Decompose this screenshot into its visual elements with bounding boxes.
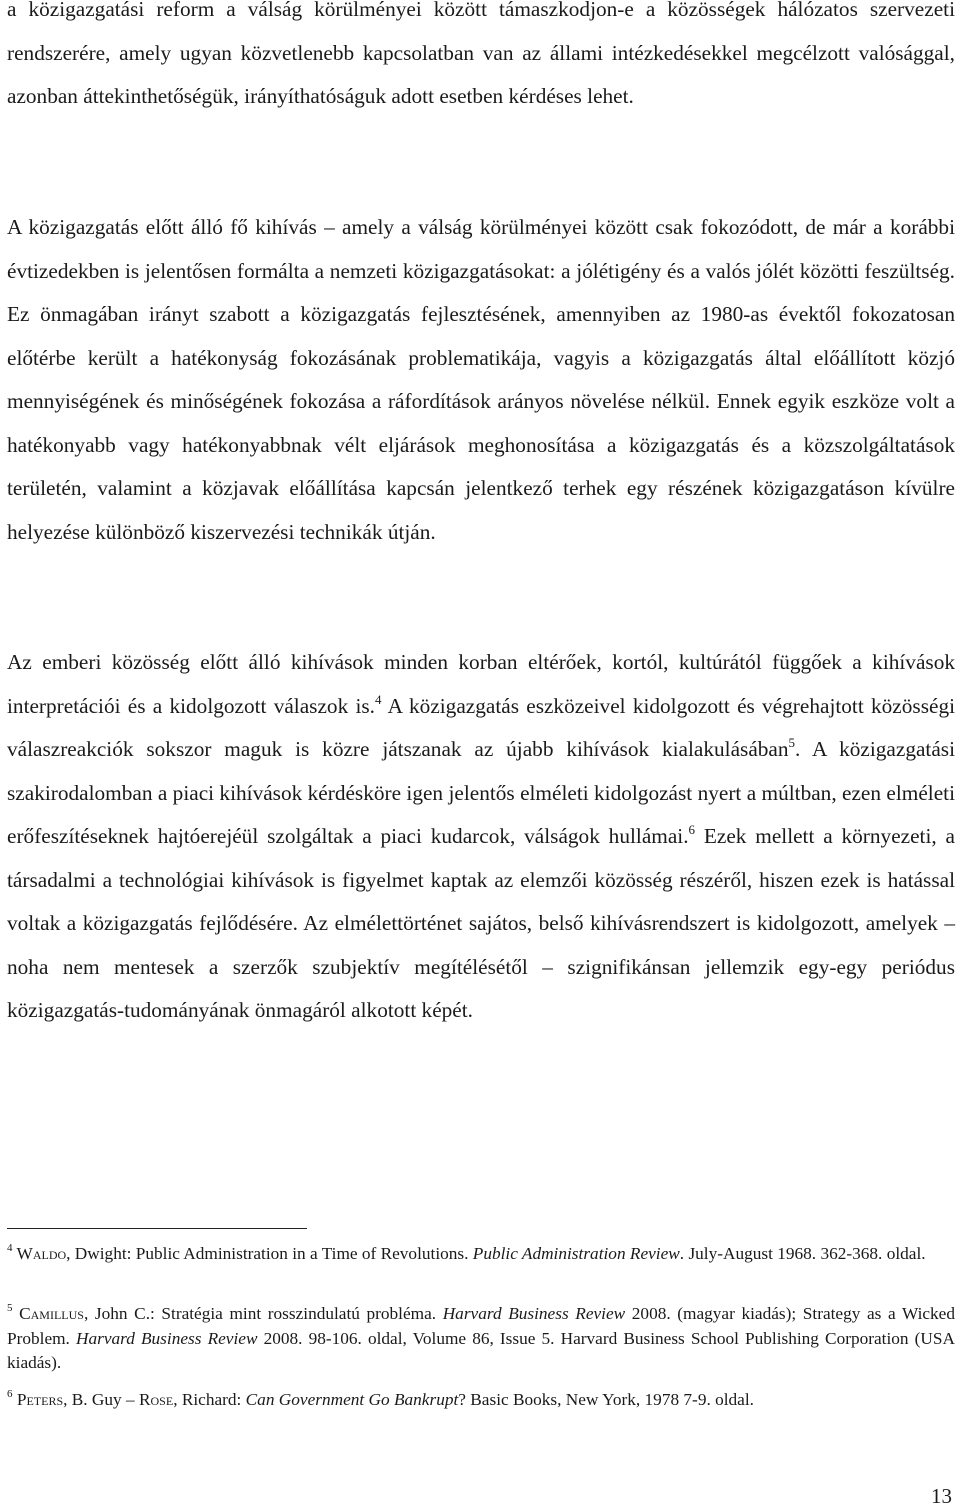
footnote-number: 6 bbox=[7, 1388, 13, 1400]
paragraph-2 bbox=[7, 206, 955, 554]
paragraph-text: . A közigazgatási szakirodalomban a piaci kihívások kérdésköre igen jelentős elméleti kidolgozást nyert a múltban, ezen elméleti erőfeszítéseknek hajtóerejéül szolgáltak a piaci kudarcok, válságok hullámai. bbox=[7, 737, 956, 848]
footnote-author-name: aldo bbox=[32, 1244, 67, 1263]
footnote-author-name: eters bbox=[26, 1390, 64, 1409]
footnote-text: . July-August 1968. 362-368. oldal. bbox=[679, 1244, 926, 1263]
footnote-4 bbox=[7, 1242, 955, 1267]
paragraph-1 bbox=[7, 0, 955, 119]
footnote-text: P bbox=[16, 1390, 27, 1409]
footnote-reference: 4 bbox=[375, 691, 382, 707]
paragraph-text: A közigazgatás előtt álló fő kihívás – amely a válság körülményei között csak fokozódott, de már a korábbi évtizedekben is jelentősen formálta a nemzeti közigazgatásokat: a jólétigény és a valós jólét közötti feszültség. Ez önmagában irányt szabott a közigazgatás fejlesztésének, amennyiben az 1980-as évektől fokozatosan előtérbe került a hatékonyság fokozásának problematikája, vagyis a közigazgatás által előállított közjó mennyiségének és minőségének fokozása a ráfordítások arányos növelése nélkül. Ennek egyik eszköze volt a hatékonyabb vagy hatékonyabbnak vélt eljárások meghonosítása a közigazgatás és a közszolgáltatások területén, valamint a közjavak előállítása kapcsán jelentkező terhek egy részének közigazgatáson kívülre helyezése különböző kiszervezési technikák útján. bbox=[7, 215, 955, 544]
footnote-text: , Richard: bbox=[173, 1390, 246, 1409]
paragraph-text: Az emberi közösség előtt álló kihívások minden korban eltérőek, kortól, kultúrától függőek a kihívások interpretációi és a kidolgozott válaszok is. bbox=[7, 650, 955, 718]
footnote-reference: 6 bbox=[688, 822, 696, 837]
paragraph-text: a közigazgatási reform a válság körülményei között támaszkodjon-e a közösségek hálózatos szervezeti rendszerére, amely ugyan közvetlenebb kapcsolatban van az állami intézkedésekkel megcélzott valósággal, azonban áttekinthetőségük, irányíthatóságuk adott esetben kérdéses lehet. bbox=[7, 0, 955, 108]
footnote-6 bbox=[7, 1388, 955, 1413]
footnote-text: C bbox=[19, 1304, 31, 1323]
footnote-text: ? Basic Books, New York, 1978 7-9. oldal. bbox=[458, 1390, 754, 1409]
footnote-text: 2008. 98-106. oldal, Volume 86, Issue 5. Harvard Business School Publishing Corporation (USA kiadás). bbox=[7, 1328, 956, 1372]
footnote-source-title: Public Administration Review bbox=[472, 1244, 680, 1263]
footnote-text: W bbox=[16, 1244, 33, 1263]
paragraph-text: A közigazgatás eszközeivel kidolgozott és végrehajtott közösségi válaszreakciók sokszor maguk is közre játszanak az újabb kihívások kialakulásában bbox=[7, 693, 956, 761]
footnote-source-title: Harvard Business Review bbox=[442, 1304, 626, 1323]
footnote-source-title: Harvard Business Review bbox=[76, 1328, 258, 1348]
footnote-source-title: Can Government Go Bankrupt bbox=[245, 1390, 459, 1409]
footnote-text: , B. Guy – R bbox=[63, 1390, 151, 1409]
footnote-5 bbox=[7, 1302, 955, 1376]
paragraph-3 bbox=[7, 641, 955, 1033]
footnote-reference: 5 bbox=[788, 735, 796, 750]
page-number: 13 bbox=[931, 1484, 952, 1508]
footnote-author-name: ose bbox=[150, 1390, 174, 1409]
footnote-number: 4 bbox=[7, 1242, 13, 1254]
footnote-text: 2008. (magyar kiadás); Strategy as a Wicked Problem. bbox=[7, 1304, 955, 1348]
footnote-text: , Dwight: Public Administration in a Time of Revolutions. bbox=[66, 1244, 473, 1263]
footnote-separator bbox=[7, 1228, 307, 1229]
footnote-author-name: amillus bbox=[30, 1304, 84, 1323]
paragraph-text: Ezek mellett a környezeti, a társadalmi a technológiai kihívások is figyelmet kaptak az elemzői közösség részéről, hiszen ezek is hatással voltak a közigazgatás fejlődésére. Az elmélettörténet sajátos, belső kihívásrendszert is kidolgozott, amelyek – noha nem mentesek a szerzők szubjektív megítélésétől – szignifikánsan jellemzik egy-egy periódus közigazgatás-tudományának önmagáról alkotott képét. bbox=[7, 824, 955, 1022]
footnote-number: 5 bbox=[7, 1302, 13, 1314]
footnote-text: , John C.: Stratégia mint rosszindulatú probléma. bbox=[83, 1304, 443, 1323]
